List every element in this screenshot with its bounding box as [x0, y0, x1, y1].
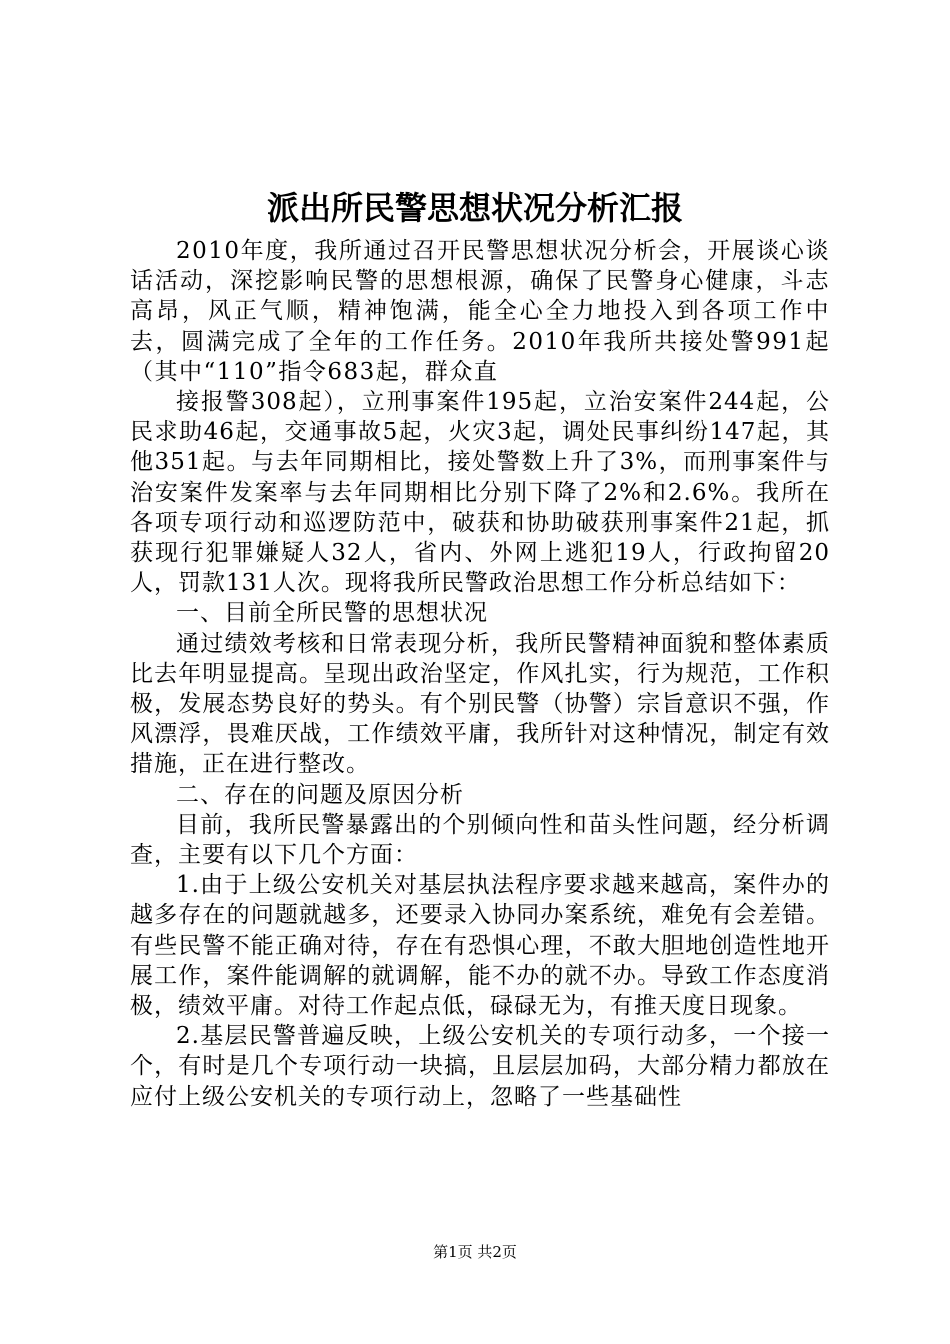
- section-heading-1: 一、目前全所民警的思想状况: [176, 600, 488, 627]
- document-body: [130, 236, 830, 1112]
- page-footer: 第1页 共2页: [433, 1243, 517, 1261]
- paragraph-problem-2: 2.基层民警普遍反映，上级公安机关的专项行动多，一个接一个，有时是几个专项行动一块搞，且层层加码，大部分精力都放在应付上级公安机关的专项行动上，忽略了一些基础性: [130, 1023, 830, 1110]
- document-title: 派出所民警思想状况分析汇报: [266, 189, 683, 227]
- section-heading-2: 二、存在的问题及原因分析: [176, 781, 464, 808]
- paragraph-intro: 2010年度，我所通过召开民警思想状况分析会，开展谈心谈话活动，深挖影响民警的思想根源，确保了民警身心健康，斗志高昂，风正气顺，精神饱满，能全心全力地投入到各项工作中去，圆满完成了全年的工作任务。2010年我所共接处警991起（其中“110”指令683起，群众直: [130, 238, 830, 385]
- paragraph-problem-1: 1.由于上级公安机关对基层执法程序要求越来越高，案件办的越多存在的问题就越多，还要录入协同办案系统，难免有会差错。有些民警不能正确对待，存在有恐惧心理，不敢大胆地创造性地开展工作，案件能调解的就调解，能不办的就不办。导致工作态度消极，绩效平庸。对待工作起点低，碌碌无为，有推天度日现象。: [130, 872, 830, 1020]
- paragraph-problems-intro: 目前，我所民警暴露出的个别倾向性和苗头性问题，经分析调查，主要有以下几个方面：: [130, 811, 830, 869]
- paragraph-statistics: 接报警308起），立刑事案件195起，立治安案件244起，公民求助46起，交通事故5起，火灾3起，调处民事纠纷147起，其他351起。与去年同期相比，接处警数上升了3%，而刑事案件与治安案件发案率与去年同期相比分别下降了2%和2.6%。我所在各项专项行动和巡逻防范中，破获和协助破获刑事案件21起，抓获现行犯罪嫌疑人32人，省内、外网上逃犯19人，行政拘留20人，罚款131人次。现将我所民警政治思想工作分析总结如下：: [130, 389, 830, 597]
- paragraph-status: 通过绩效考核和日常表现分析，我所民警精神面貌和整体素质比去年明显提高。呈现出政治坚定，作风扎实，行为规范，工作积极，发展态势良好的势头。有个别民警（协警）宗旨意识不强，作风漂浮，畏难厌战，工作绩效平庸，我所针对这种情况，制定有效措施，正在进行整改。: [130, 630, 830, 778]
